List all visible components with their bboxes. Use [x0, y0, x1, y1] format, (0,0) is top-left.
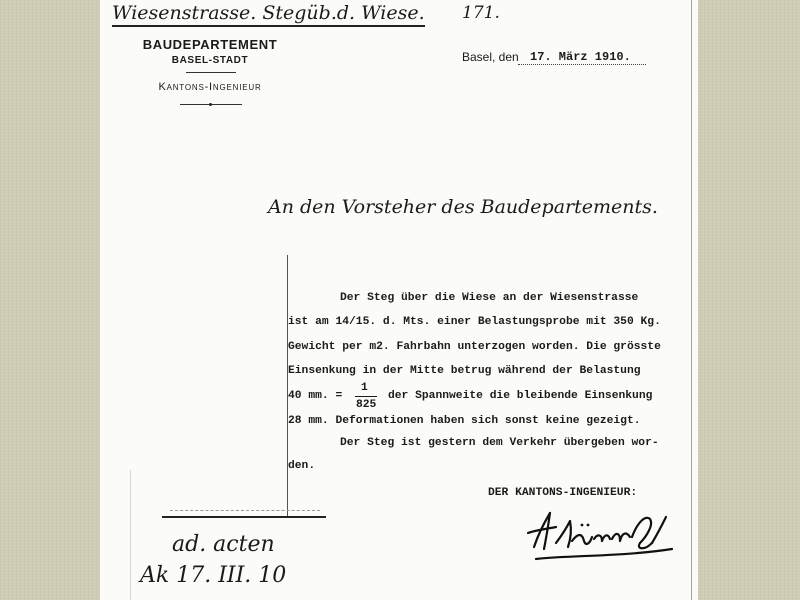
- faint-rule: [170, 510, 320, 511]
- body-line-2: ist am 14/15. d. Mts. einer Belastungsprobe mit 350 Kg.: [288, 316, 661, 328]
- fraction-bar: [355, 396, 377, 397]
- body-line-7: Der Steg ist gestern dem Verkehr übergeben wor-: [340, 437, 659, 449]
- body-line-5-start: 40 mm. =: [288, 390, 343, 402]
- body-line-4: Einsenkung in der Mitte betrug während der Belastung: [288, 365, 641, 377]
- fold-line-vertical: [287, 255, 288, 517]
- handwritten-subject-note: Wiesenstrasse. Stegüb.d. Wiese.: [112, 2, 425, 27]
- letterhead-office: Kantons-Ingenieur: [158, 81, 262, 93]
- letterhead-city: BASEL-STADT: [171, 55, 249, 66]
- body-line-5-end: der Spannweite die bleibende Einsenkung: [388, 390, 653, 402]
- date-value: 17. März 1910.: [530, 50, 631, 64]
- fraction-denominator: 825: [356, 399, 377, 411]
- handwritten-signature: [520, 503, 680, 569]
- date-dotted-line: [518, 64, 646, 65]
- handwritten-note-date: Ak 17. III. 10: [140, 563, 287, 588]
- separator-rule: [162, 516, 326, 518]
- paper-margin-line: [130, 470, 131, 600]
- letterhead-department: BAUDEPARTEMENT: [142, 37, 278, 52]
- letterhead-ornament-dot: [209, 103, 212, 106]
- fraction-numerator: 1: [361, 382, 368, 394]
- signature-title: DER KANTONS-INGENIEUR:: [488, 487, 638, 499]
- body-line-8: den.: [288, 460, 316, 472]
- body-line-6: 28 mm. Deformationen haben sich sonst keine gezeigt.: [288, 415, 641, 427]
- body-line-3: Gewicht per m2. Fahrbahn unterzogen worden. Die grösste: [288, 341, 661, 353]
- letterhead-rule-top: [186, 72, 236, 73]
- body-line-1: Der Steg über die Wiese an der Wiesenstrasse: [340, 292, 639, 304]
- document-page: [100, 0, 698, 600]
- handwritten-note-ad-acta: ad. acten: [172, 532, 275, 557]
- salutation: An den Vorsteher des Baudepartements.: [268, 196, 658, 218]
- paper-edge-right: [691, 0, 692, 600]
- date-place: Basel, den: [462, 50, 519, 64]
- handwritten-file-number: 171.: [462, 3, 500, 23]
